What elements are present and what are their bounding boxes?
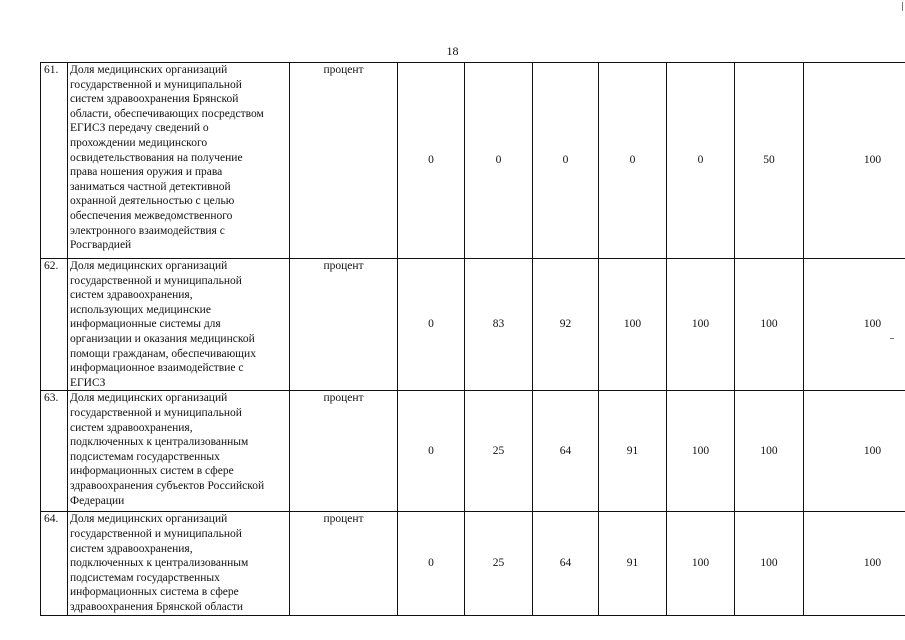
description-line: информационные системы для: [70, 318, 221, 331]
value-cell: 0: [465, 63, 533, 259]
value-cell: 100: [735, 391, 804, 512]
value-cell: 100: [804, 391, 905, 512]
description-line: здравоохранения субъектов Российской: [70, 479, 265, 492]
description-line: государственной и муниципальной: [70, 406, 242, 419]
description-line: охранной деятельностью с целью: [70, 195, 235, 208]
description-line: ЕГИСЗ: [70, 376, 106, 389]
description-line: Федерации: [70, 494, 125, 507]
value-cell: 25: [465, 512, 533, 615]
description-line: информационное взаимодействие с: [70, 362, 244, 375]
description-line: Доля медицинских организаций: [70, 392, 228, 405]
value-cell: 100: [667, 391, 735, 512]
value-cell: 92: [533, 259, 599, 391]
description-line: Доля медицинских организаций: [70, 64, 228, 76]
description-line: прохождении медицинского: [70, 136, 208, 149]
indicators-table: [40, 62, 905, 616]
value-cell: 0: [398, 391, 465, 512]
value-cell: 0: [533, 63, 599, 259]
description-line: систем здравоохранения Брянской: [70, 93, 239, 106]
unit-cell: процент: [290, 512, 398, 615]
unit-cell: процент: [290, 259, 398, 391]
value-cell: 0: [398, 512, 465, 615]
value-cell: 83: [465, 259, 533, 391]
description-line: информационных систем в сфере: [70, 465, 234, 478]
description-line: освидетельствования на получение: [70, 151, 243, 164]
table-row: [41, 391, 905, 512]
description-line: обеспечения межведомственного: [70, 209, 233, 222]
value-cell: 64: [533, 512, 599, 615]
scan-mark: [902, 2, 903, 11]
value-cell: 100: [804, 63, 905, 259]
description-line: Доля медицинских организаций: [70, 513, 228, 526]
scan-mark: [890, 338, 894, 339]
description-line: государственной и муниципальной: [70, 527, 242, 540]
table-row: [41, 512, 905, 615]
table-row: [41, 63, 905, 259]
value-cell: 91: [599, 512, 667, 615]
description-line: государственной и муниципальной: [70, 78, 242, 91]
description-line: здравоохранения Брянской области: [70, 600, 244, 613]
description-line: заниматься частной детективной: [70, 180, 231, 193]
description-line: государственной и муниципальной: [70, 274, 242, 287]
indicator-description: [68, 63, 290, 259]
description-line: Росгвардией: [70, 239, 132, 252]
description-line: систем здравоохранения,: [70, 542, 193, 555]
description-line: Доля медицинских организаций: [70, 260, 228, 272]
description-line: информационных система в сфере: [70, 586, 239, 599]
indicator-description: [68, 391, 290, 512]
indicator-description: [68, 259, 290, 391]
value-cell: 25: [465, 391, 533, 512]
value-cell: 50: [735, 63, 804, 259]
value-cell: 0: [667, 63, 735, 259]
description-line: электронного взаимодействия с: [70, 224, 225, 237]
value-cell: 0: [398, 63, 465, 259]
description-line: подключенных к централизованным: [70, 436, 249, 449]
value-cell: 91: [599, 391, 667, 512]
description-line: подсистемам государственных: [70, 571, 220, 584]
unit-cell: процент: [290, 63, 398, 259]
row-number: 61.: [41, 63, 68, 259]
value-cell: 100: [804, 259, 905, 391]
description-line: организации и оказания медицинской: [70, 332, 255, 345]
value-cell: 0: [599, 63, 667, 259]
description-line: подсистемам государственных: [70, 450, 220, 463]
row-number: 64.: [41, 512, 68, 615]
table-row: [41, 259, 905, 391]
row-number: 62.: [41, 259, 68, 391]
value-cell: 0: [398, 259, 465, 391]
value-cell: 100: [667, 259, 735, 391]
unit-cell: процент: [290, 391, 398, 512]
description-line: области, обеспечивающих посредством: [70, 107, 264, 120]
value-cell: 100: [735, 512, 804, 615]
row-number: 63.: [41, 391, 68, 512]
page-number: 18: [446, 44, 459, 58]
value-cell: 100: [735, 259, 804, 391]
description-line: права ношения оружия и права: [70, 166, 223, 179]
description-line: систем здравоохранения,: [70, 289, 193, 302]
description-line: подключенных к централизованным: [70, 557, 249, 570]
description-line: использующих медицинские: [70, 303, 211, 316]
description-line: ЕГИСЗ передачу сведений о: [70, 122, 209, 135]
indicator-description: [68, 512, 290, 615]
value-cell: 100: [599, 259, 667, 391]
description-line: помощи гражданам, обеспечивающих: [70, 347, 256, 360]
value-cell: 100: [804, 512, 905, 615]
table-body: [41, 63, 905, 616]
value-cell: 100: [667, 512, 735, 615]
value-cell: 64: [533, 391, 599, 512]
description-line: систем здравоохранения,: [70, 421, 193, 434]
